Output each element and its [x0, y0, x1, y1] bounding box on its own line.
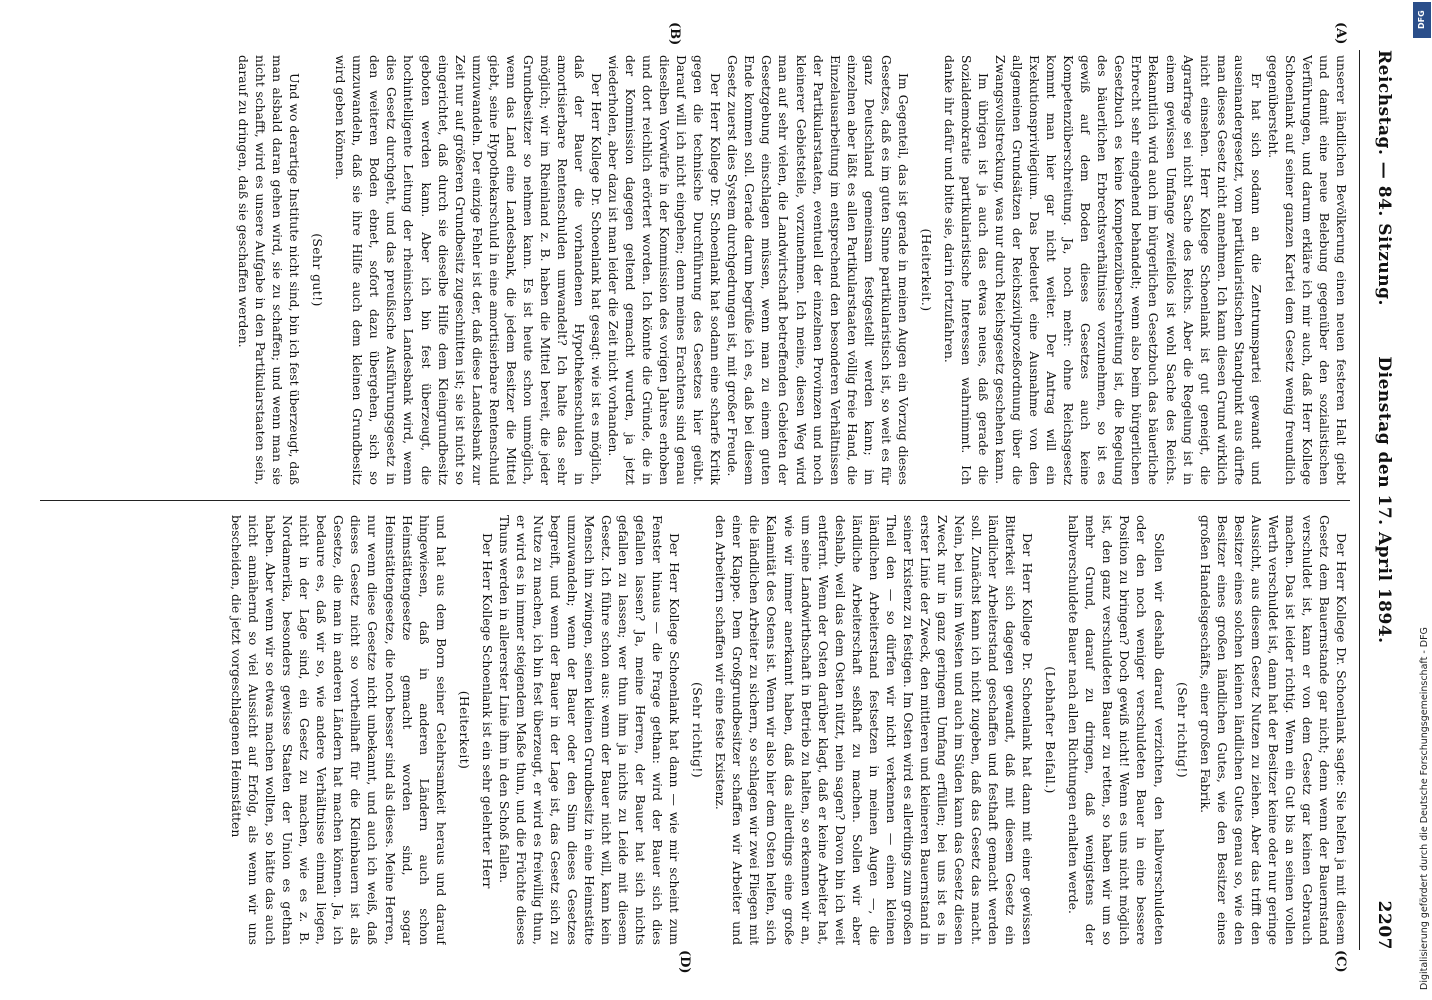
paragraph: Der Herr Kollege Dr. Schoenlank hat sodann eine scharfe Kritik gegen die technische Durchführung des Gesetzes hier geübt. Darauf will ich nicht eingehen; denn meines Erachtens sind genau dieselben Vorwürfe in der Kommission des vorigen Jahres erhoben und dort reichlich erörtert worden. Ich könnte die Gründe, die in der Kommission dagegen geltend gemacht wurden, ja jetzt wiederholen, aber dazu ist man leider die Zeit nicht vorhanden. — [606, 55, 724, 485]
speech-remark: (Sehr richtig!) — [690, 682, 706, 778]
header-rule — [1359, 50, 1360, 950]
paragraph: Der Herr Kollege Schoenlank ist ein sehr gelehrter Herr — [479, 533, 495, 889]
column-divider — [40, 500, 1350, 501]
speech-remark: (Lebhafter Beifall.) — [1043, 666, 1059, 794]
header-left: Reichstag. — 84. Sitzung. — [1374, 50, 1394, 306]
paragraph: Der Herr Kollege Dr. Schoenlank hat gesagt: wie ist es möglich, daß der Bauer die vorhandenen Hypothekenschulden in amortisierbare Rentenschulden umwandelt? Ich halte das sehr möglich; wir im Rheinland z. B. haben die Mittel bereit, die jeder Grundbesitzer so nehmen kann. Es ist heute schon unmöglich, wenn das Land eine Landesbank, die jedem Besitzer die Mittel giebt, seine Hypothekarschuld in eine amortisierbare Rentenschuld umzuwandeln. Der einzige Fehler ist der, daß diese Landesbank zur Zeit nur auf größeren Grundbesitz zugeschnitten ist; sie ist nicht so eingerichtet, daß durch sie dieselbe Hilfe dem Kleingrundbesitz geboten werden kann. Aber ich bin fest überzeugt, die hochintelligente Leitung der rheinischen Landesbank wird, wenn dies Gesetz durchgeht, und das preußische Ausführungsgesetz in den weiteren Boden ebnet, sofort dazu übergehen, sich so umzuwandeln, daß sie ihre Hilfe auch dem kleinen Grundbesitz wird geben können. — [333, 55, 604, 485]
digitization-sidebar — [1413, 0, 1432, 1000]
paragraph: Der Herr Kollege Dr. Schoenlank sagte: Sie helfen ja mit diesem Gesetz dem Bauernstande gar nicht; denn wenn der Bauernstand verschuldet ist, kann er von dem Gesetz gar keinen Gebrauch machen. Das ist leider richtig. Wenn ein Gut bis an seinen vollen Werth verschuldet ist, dann hat der Besitzer keine oder nur geringe Aussicht, aus diesem Gesetz Nutzen zu ziehen. Aber das trifft den Besitzer eines solchen kleinen ländlichen Gutes genau so, wie den Besitzer eines großen ländlichen Gutes, wie den Besitzer eines großen Handelsgeschäfts, einer großen Fabrik. — [1197, 515, 1349, 945]
margin-marker-b: (B) — [667, 22, 682, 46]
paragraph: unserer ländlichen Bevölkerung einen neuen festeren Halt giebt und damit eine neue Belebung gegenüber den sozialistischen Verführungen, und darum erkläre ich mir auch, daß Herr Kollege Schoenlank auf seiner ganzen Kartei dem Gesetz wenig freundlich gegenübersteht. — [1265, 55, 1349, 485]
paragraph: Der Herr Kollege Dr. Schoenlank hat dann mit einer gewissen Bitterkeit sich dagegen gewandt, daß mit diesem Gesetz ein ländlicher Arbeiterstand geschaffen und festhaft gemacht werden soll. Zunächst kann ich nicht zugeben, daß das Gesetz das macht. Nein, bei uns im Westen und auch im Süden kann das Gesetz diesen Zweck nur in ganz geringem Umfang erfüllen; bei uns ist es in erster Linie der Zweck, den mittleren und kleineren Bauernstand in seiner Existenz zu festigen. Im Osten wird es allerdings zum großen Theil den — so dürfen wir nicht verkennen — einen kleinen ländlichen Arbeiterstand festsetzen in meinen Augen —, die ländliche Arbeiterschaft seßhaft zu machen. Sollen wir aber deshalb, weil das dem Osten nützt, nein sagen? Davon bin ich weit entfernt. Wenn der Osten darüber klagt, daß er keine Arbeiter hat, um seine Landwirthschaft in Betrieb zu halten, so erkennen wir an, wie wir immer anerkannt haben, daß das allerdings eine große Kalamität des Ostens ist. Wenn wir also hier dem Osten helfen, sich die ländlichen Arbeiter zu sichern, so schlagen wir zwei Fliegen mit einer Klappe. Dem Großgrundbesitzer schaffen wir Arbeiter und den Arbeitern schaffen wir eine feste Existenz. — [713, 515, 1036, 945]
text-column-right — [30, 515, 1350, 945]
margin-marker-a: (A) — [1333, 22, 1348, 45]
running-head — [1364, 50, 1394, 950]
text-column-left — [30, 55, 1350, 485]
paragraph: Im übrigen ist ja auch das etwas neues, daß gerade die Sozialdemokratie partikularistische Interessen wahrnimmt. Ich danke ihr dafür und bitte sie, darin fortzufahren. — [941, 55, 992, 485]
document-page — [12, 10, 1412, 990]
paragraph: Sollen wir deshalb darauf verzichten, den halbverschuldeten oder den noch weniger verschuldeten Bauer in eine bessere Position zu bringen? Doch gewiß nicht! Wenn es uns nicht möglich ist, den ganz verschuldeten Bauer zu retten, so haben wir um so mehr Grund, darauf zu dringen, daß wenigstens der halbverschuldete Bauer nach allen Richtungen erhalten werde. — [1066, 515, 1167, 945]
paragraph: und hat aus dem Born seiner Gelehrsamkeit heraus und darauf hingewiesen, daß in anderen Ländern auch schon Heimstättengesetze gemacht worden sind, sogar Heimstättengesetze, die noch besser sind als dieses. Meine Herren, nur wenn diese Gesetze nicht unbekannt, und auch ich weiß, daß dieses Gesetz nicht so vortheilhaft für die Kleinbauern ist als Gesetze, die man in anderen Ländern hat machen können. Ja, ich bedaure es, daß wir so, wie andere Verhältnisse einmal liegen, nicht in der Lage sind, ein Gesetz zu machen, wie es z. B. Nordamerika, besonders gewisse Staaten der Union es gethan haben. Aber wenn wir so etwas machen wollten, so hätte das auch nicht annähernd so viel Aussicht auf Erfolg, als wenn wir uns bescheiden, die jetzt vorgeschlagenen Heimstätten — [229, 515, 449, 945]
page-number: 2207 — [1374, 900, 1394, 950]
header-date: Dienstag den 17. April 1894. — [1374, 356, 1394, 644]
speech-remark: (Heiterkeit) — [456, 690, 472, 770]
speech-remark: (Heiterkeit.) — [918, 228, 934, 312]
speech-remark: (Sehr gut!) — [310, 233, 326, 307]
paragraph: Er hat sich sodann an die Zentrumspartei gewandt und auseinandergesetzt, vom partikularistischen Standpunkt aus dürfte man dieses Gesetz nicht annehmen. Ich kann diesen Grund wirklich nicht einsehen. Herr Kollege Schoenlank ist gut geneigt, die Agrarfrage sei nicht Sache des Reichs. Aber die Regelung ist in einem gewissen Umfange zweifellos ist wohl Sache des Reichs. Bekanntlich wird auch im bürgerlichen Gesetzbuch das bäuerliche Erbrecht sehr eingehend behandelt; wenn also beim bürgerlichen Gesetzbuch es keine Kompetenzüberschreitung ist, die Regelung des bäuerlichen Erbrechtsverhältnisse vorzunehmen, so ist es gewiß auf dem Boden dieses Gesetzes auch keine Kompetenzüberschreitung. Ja, noch mehr: ohne Reichsgesetz kommt man hier gar nicht weiter. Der Antrag will ein Exekutionsprivilegium. Das bedeutet eine Ausnahme von den allgemeinen Grundsätzen der Reichszivilprozeßordnung über die Zwangsvollstreckung, was nur durch Reichsgesetz geschehen kann. — [993, 55, 1264, 485]
margin-marker-d: (D) — [677, 950, 692, 974]
paragraph: Der Herr Kollege Schoenlank hat dann — wie mir scheint zum Fenster hinaus — die Frage gethan: wird der Bauer sich dies gefallen lassen? Ja, meine Herren, der Bauer hat sich nichts gefallen zu lassen; wer thun ihm ja nichts zu Leide mit diesem Gesetz. Ich führe schon aus: wenn der Bauer nicht will, kann kein Mensch ihn zwingen, seinen kleinen Grundbesitz in eine Heimstätte umzuwandeln; wenn der Bauer oder den Sinn dieses Gesetzes begreift, und wenn der Bauer in der Lage ist, das Gesetz sich zu Nutze zu machen, ich bin fest überzeugt, er wird es freiwillig thun, er wird es in immer steigendem Maße thun, und die Früchte dieses Thuns werden in allererster Linie ihm in den Schoß fallen. — [496, 515, 683, 945]
dfg-logo: DFG — [1413, 2, 1431, 38]
paragraph: Und wo derartige Institute nicht sind, bin ich fest überzeugt, daß man alsbald daran gehen wird, sie zu schaffen; und wenn man sie nicht schafft, wird es unsere Aufgabe in den Partikularstaaten sein, darauf zu dringen, daß sie geschaffen werden. — [236, 55, 303, 485]
digitization-credit: Digitalisierung gefördert durch die Deutsche Forschungsgemeinschaft - DFG — [1419, 627, 1430, 990]
paragraph: Im Gegenteil, das ist gerade in meinen Augen ein Vorzug dieses Gesetzes, daß es im guten Sinne partikularistisch ist, so weit es für ganz Deutschland gemeinsam festgestellt werden kann; im einzelnen aber läßt es allen Partikularstaaten völlig freie Hand, die Einzelausarbeitung im entsprechend den besonderen Verhältnissen der Partikularstaaten, eventuell der einzelnen Provinzen und noch kleinerer Gebietsteile, vorzunehmen. Ich meine, diesen Weg wird man auf sehr vielen, die Landwirtschaft betreffenden Gebieten der Gesetzgebung einschlagen müssen, wenn man zu einem guten Ende kommen soll. Gerade darum begrüße ich es, daß bei diesem Gesetz zuerst dies System durchgedrungen ist, mit großer Freude. — [725, 55, 911, 485]
margin-marker-c: (C) — [1333, 950, 1348, 973]
speech-remark: (Sehr richtig!) — [1174, 682, 1190, 778]
